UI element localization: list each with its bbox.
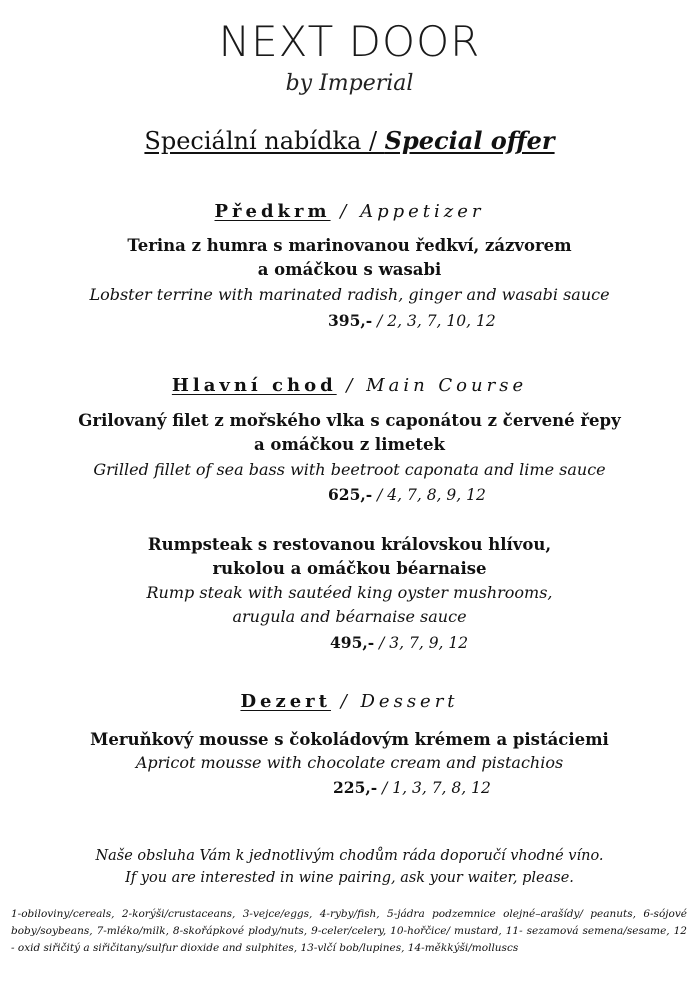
dish-name-czech-cont: rukolou a omáčkou béarnaise [212, 559, 487, 578]
section-header-czech: Hlavní chod [171, 375, 337, 396]
dish-name-english: Apricot mousse with chocolate cream and pistachios [135, 753, 564, 772]
wine-note-english: If you are interested in wine pairing, ask your waiter, please. [125, 870, 574, 886]
section-header-czech: Dezert [240, 691, 331, 712]
price-value: 495,- [330, 633, 375, 652]
section-header-english: / Dessert [330, 691, 459, 712]
section-header-main-course [0, 374, 699, 398]
dish-price [328, 310, 496, 332]
dish-price [333, 777, 491, 799]
restaurant-logo [0, 18, 699, 98]
title-english: Special offer [384, 126, 555, 155]
allergen-codes: / 1, 3, 7, 8, 12 [377, 779, 491, 797]
dish-name-english-cont: arugula and béarnaise sauce [232, 607, 467, 626]
dish-price [328, 484, 486, 506]
price-value: 225,- [333, 778, 378, 797]
title-czech: Speciální nabídka / [144, 127, 385, 155]
page-title [0, 126, 699, 156]
price-value: 625,- [328, 485, 373, 504]
dish-name-english: Grilled fillet of sea bass with beetroot caponata and lime sauce [93, 460, 606, 479]
allergen-codes: / 4, 7, 8, 9, 12 [372, 486, 486, 504]
dish-name-czech: Terina z humra s marinovanou ředkví, zázvorem [127, 236, 572, 255]
section-header-appetizer [0, 200, 699, 224]
logo-wordmark: NEXT DOOR [218, 17, 481, 66]
dish-name-czech-cont: a omáčkou s wasabi [257, 260, 442, 279]
dish-name-english: Lobster terrine with marinated radish, ginger and wasabi sauce [89, 285, 610, 304]
allergen-legend: 1-obiloviny/cereals, 2-korýši/crustaceans, 3-vejce/eggs, 4-ryby/fish, 5-jádra podzemnice olejné–arašídy/ peanuts, 6-sójové boby/soybeans, 7-mléko/milk, 8-skořápkové plody/nuts, 9-celer/celery, 10-hořčice/ mustard, 11- sezamová semena/sesame, 12 - oxid siřičitý a siřičitany/sulfur dioxide and sulphites, 13-vlčí bob/lupines, 14-měkkýši/molluscs [11, 908, 687, 954]
dish-name-czech: Grilovaný filet z mořského vlka s caponátou z červené řepy [78, 411, 621, 430]
allergen-codes: / 3, 7, 9, 12 [374, 634, 469, 652]
price-value: 395,- [328, 311, 373, 330]
dish-price [330, 632, 468, 654]
section-header-english: / Main Course [336, 375, 528, 396]
allergen-codes: / 2, 3, 7, 10, 12 [372, 312, 496, 330]
section-header-dessert [0, 690, 699, 714]
section-header-english: / Appetizer [330, 201, 485, 222]
dish-name-czech-cont: a omáčkou z limetek [254, 435, 445, 454]
dish-name-english: Rump steak with sautéed king oyster mushrooms, [146, 583, 553, 602]
dish-name-czech: Meruňkový mousse s čokoládovým krémem a pistáciemi [90, 730, 609, 749]
section-header-czech: Předkrm [214, 201, 331, 222]
wine-note-czech: Naše obsluha Vám k jednotlivým chodům ráda doporučí vhodné víno. [95, 848, 604, 864]
logo-tagline: by Imperial [285, 71, 414, 96]
dish-name-czech: Rumpsteak s restovanou královskou hlívou, [147, 535, 552, 554]
